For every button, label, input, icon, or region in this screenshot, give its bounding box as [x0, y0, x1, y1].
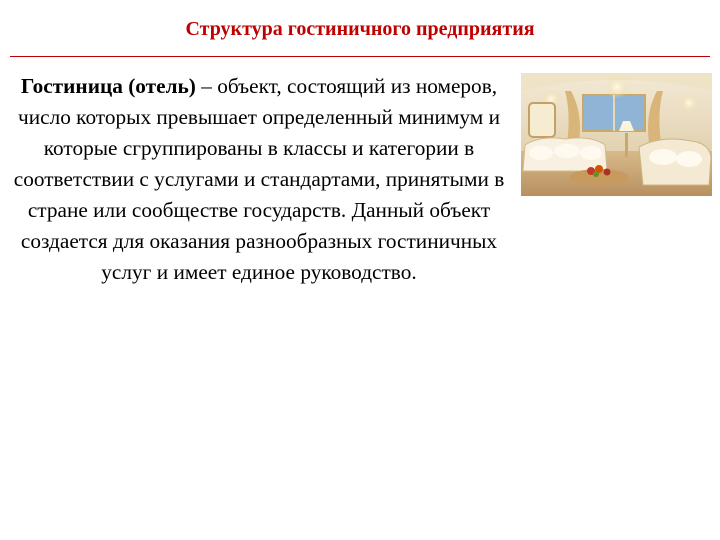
hotel-room-illustration — [521, 73, 712, 196]
slide-title: Структура гостиничного предприятия — [185, 18, 535, 40]
title-divider — [10, 56, 710, 57]
hotel-room-photo — [521, 73, 712, 196]
definition-term: Гостиница (отель) — [20, 74, 196, 98]
definition-paragraph — [8, 71, 510, 288]
definition-text: – объект, состоящий из номеров, число которых превышает определенный минимум и которые сгруппированы в классы и категории в соответствии с услугами и стандартами, принятыми в стране или сообществе государств. Данный объект создается для оказания разнообразных гостиничных услуг и имеет единое руководство. — [13, 74, 505, 284]
